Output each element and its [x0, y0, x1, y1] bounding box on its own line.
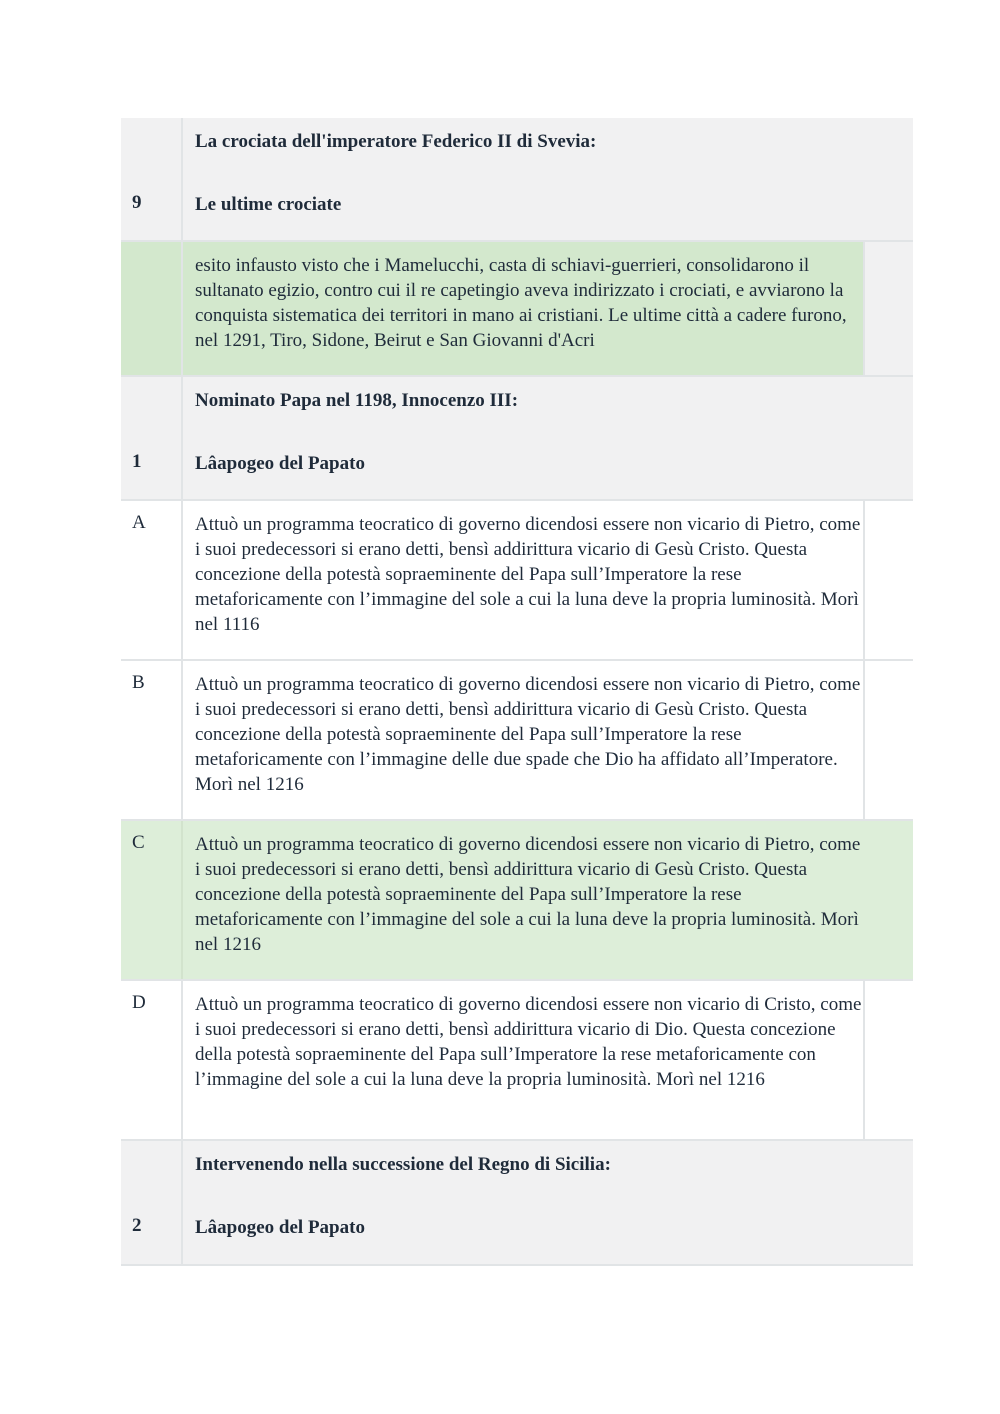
question-number-cell	[121, 1141, 183, 1264]
quiz-sheet	[121, 118, 913, 1266]
answer-tail-cell	[863, 661, 913, 819]
question-number: 2	[132, 1215, 142, 1236]
answer-row-c-correct[interactable]	[121, 821, 913, 981]
question-topic: Lâapogeo del Papato	[195, 453, 365, 474]
answer-row-a[interactable]	[121, 501, 913, 661]
answer-text: Attuò un programma teocratico di governo dicendosi essere non vicario di Pietro, come i suoi predecessori si erano detti, bensì addirittura vicario di Gesù Cristo. Questa concezione della potestà sopraeminente del Papa sull’Imperatore la rese metaforicamente con l’immagine del sole a cui la luna deve la propria luminosità. Morì nel 1116	[195, 514, 861, 635]
question-number-cell	[121, 118, 183, 240]
question-intro: La crociata dell'imperatore Federico II di Svevia:	[195, 131, 597, 152]
question-number: 1	[132, 451, 142, 472]
answer-tail-cell	[863, 501, 913, 659]
explanation-row	[121, 242, 913, 377]
question-topic: Le ultime crociate	[195, 194, 342, 215]
question-row-1	[121, 377, 913, 501]
answer-letter: D	[121, 981, 183, 1139]
answer-row-b[interactable]	[121, 661, 913, 821]
question-number: 9	[132, 192, 142, 213]
answer-row-d[interactable]	[121, 981, 913, 1141]
question-intro: Intervenendo nella successione del Regno di Sicilia:	[195, 1154, 611, 1175]
answer-text: Attuò un programma teocratico di governo dicendosi essere non vicario di Pietro, come i suoi predecessori si erano detti, bensì addirittura vicario di Gesù Cristo. Questa concezione della potestà sopraeminente del Papa sull’Imperatore la rese metaforicamente con l’immagine delle due spade che Dio ha affidato all’Imperatore. Morì nel 1216	[195, 674, 861, 795]
question-topic: Lâapogeo del Papato	[195, 1217, 365, 1238]
question-text-cell	[183, 118, 913, 240]
explanation-text: esito infausto visto che i Mamelucchi, casta di schiavi-guerrieri, consolidarono il sultanato egizio, contro cui il re capetingio aveva indirizzato i crociati, e avviarono la conquista sistematica dei territori in mano ai cristiani. Le ultime città a cadere furono, nel 1291, Tiro, Sidone, Beirut e San Giovanni d'Acri	[183, 242, 863, 375]
answer-text: Attuò un programma teocratico di governo dicendosi essere non vicario di Cristo, come i suoi predecessori si erano detti, bensì addirittura vicario di Dio. Questa concezione della potestà sopraeminente del Papa sull’Imperatore la rese metaforicamente con l’immagine del sole a cui la luna deve la propria luminosità. Morì nel 1216	[195, 994, 862, 1090]
question-number-cell	[121, 377, 183, 499]
question-row-2	[121, 1141, 913, 1266]
question-intro: Nominato Papa nel 1198, Innocenzo III:	[195, 390, 519, 411]
explanation-number-cell	[121, 242, 183, 375]
question-text-cell	[183, 377, 913, 499]
answer-tail-cell	[863, 821, 913, 979]
answer-tail-cell	[863, 981, 913, 1139]
question-row-9	[121, 118, 913, 242]
answer-letter: A	[121, 501, 183, 659]
answer-text: Attuò un programma teocratico di governo dicendosi essere non vicario di Pietro, come i suoi predecessori si erano detti, bensì addirittura vicario di Gesù Cristo. Questa concezione della potestà sopraeminente del Papa sull’Imperatore la rese metaforicamente con l’immagine del sole a cui la luna deve la propria luminosità. Morì nel 1216	[195, 834, 861, 955]
answer-letter: C	[121, 821, 183, 979]
explanation-tail-cell	[863, 242, 913, 375]
question-text-cell	[183, 1141, 913, 1264]
answer-letter: B	[121, 661, 183, 819]
